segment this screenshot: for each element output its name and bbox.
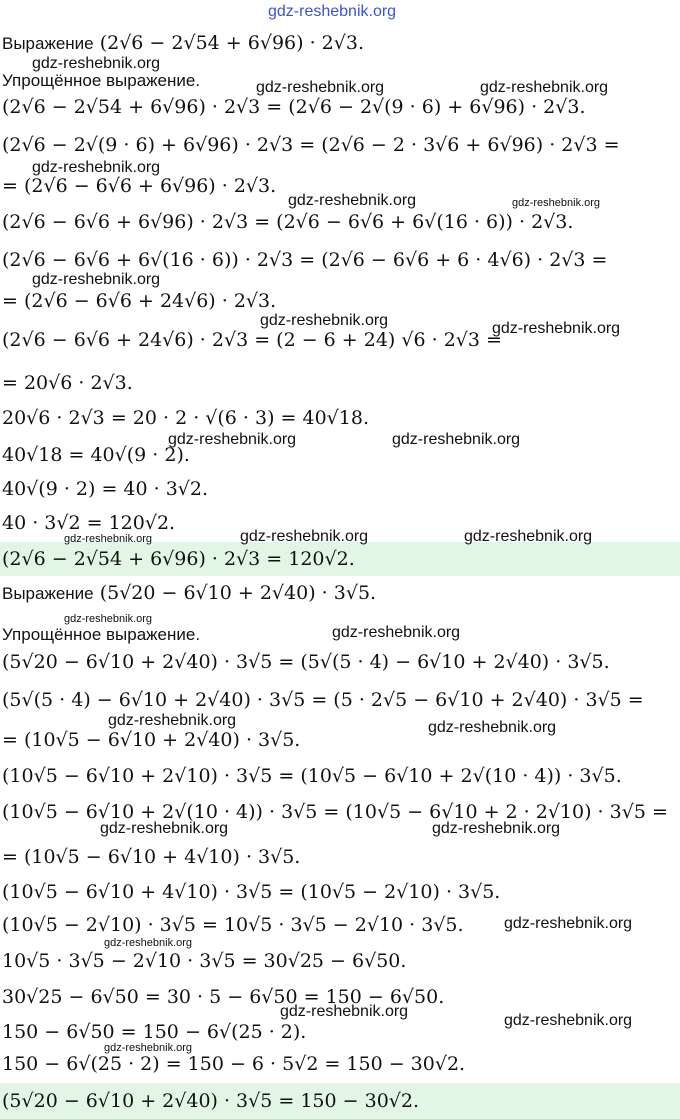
watermark: gdz-reshebnik.org (432, 820, 561, 837)
p2-step: (5√20 − 6√10 + 2√40) · 3√5 = (5√(5 · 4) − 6√10 + 2√40) · 3√5. (2, 651, 610, 673)
watermark: gdz-reshebnik.org (32, 159, 161, 176)
p1-step: = 20√6 · 2√3. (2, 372, 133, 394)
p2-step: = (10√5 − 6√10 + 2√40) · 3√5. (2, 729, 301, 751)
p2-step: = (10√5 − 6√10 + 4√10) · 3√5. (2, 846, 301, 868)
watermark: gdz-reshebnik.org (104, 937, 193, 949)
watermark: gdz-reshebnik.org (492, 320, 621, 337)
problem2-statement (0, 578, 680, 609)
watermark: gdz-reshebnik.org (260, 312, 389, 329)
watermark: gdz-reshebnik.org (512, 197, 601, 209)
watermark: gdz-reshebnik.org (108, 712, 237, 729)
watermark: gdz-reshebnik.org (332, 624, 461, 641)
p1-step: (2√6 − 2√54 + 6√96) · 2√3 = (2√6 − 2√(9 · 6) + 6√96) · 2√3. (2, 96, 586, 118)
watermark: gdz-reshebnik.org (504, 915, 633, 932)
p2-step: (5√(5 · 4) − 6√10 + 2√40) · 3√5 = (5 · 2√5 − 6√10 + 2√40) · 3√5 = (2, 689, 644, 711)
watermark: gdz-reshebnik.org (480, 79, 609, 96)
p1-step: (2√6 − 6√6 + 6√(16 · 6)) · 2√3 = (2√6 − 6√6 + 6 · 4√6) · 2√3 = (2, 249, 608, 271)
watermark: gdz-reshebnik.org (464, 528, 593, 545)
problem2-answer: (5√20 − 6√10 + 2√40) · 3√5 = 150 − 30√2. (0, 1083, 680, 1119)
watermark: gdz-reshebnik.org (64, 613, 153, 625)
p2-step: (10√5 − 6√10 + 2√(10 · 4)) · 3√5 = (10√5 − 6√10 + 2 · 2√10) · 3√5 = (2, 801, 668, 823)
problem2-expression: (5√20 − 6√10 + 2√40) · 3√5. (99, 582, 377, 604)
p1-step: (2√6 − 2√(9 · 6) + 6√96) · 2√3 = (2√6 − 2 · 3√6 + 6√96) · 2√3 = (2, 134, 620, 156)
p2-step: 30√25 − 6√50 = 30 · 5 − 6√50 = 150 − 6√50. (2, 986, 445, 1008)
p1-step: (2√6 − 6√6 + 24√6) · 2√3 = (2 − 6 + 24) √6 · 2√3 = (2, 329, 502, 351)
problem2-simplified-label: Упрощённое выражение. (2, 625, 201, 644)
watermark: gdz-reshebnik.org (288, 192, 417, 209)
problem1-simplified-label: Упрощённое выражение. (2, 71, 201, 90)
p2-step: (10√5 − 6√10 + 2√10) · 3√5 = (10√5 − 6√10 + 2√(10 · 4)) · 3√5. (2, 765, 622, 787)
p1-step: = (2√6 − 6√6 + 24√6) · 2√3. (2, 290, 277, 312)
watermark: gdz-reshebnik.org (168, 431, 297, 448)
watermark-top: gdz-reshebnik.org (268, 3, 397, 20)
watermark: gdz-reshebnik.org (104, 1042, 193, 1054)
problem1-prefix: Выражение (2, 34, 94, 53)
watermark: gdz-reshebnik.org (428, 719, 557, 736)
watermark: gdz-reshebnik.org (64, 533, 153, 545)
p1-step: 20√6 · 2√3 = 20 · 2 · √(6 · 3) = 40√18. (2, 407, 370, 429)
watermark: gdz-reshebnik.org (32, 271, 161, 288)
watermark: gdz-reshebnik.org (240, 528, 369, 545)
p2-step: (10√5 − 2√10) · 3√5 = 10√5 · 3√5 − 2√10 · 3√5. (2, 914, 464, 936)
watermark: gdz-reshebnik.org (280, 1003, 409, 1020)
watermark: gdz-reshebnik.org (100, 820, 229, 837)
watermark: gdz-reshebnik.org (32, 55, 161, 72)
p1-step: = (2√6 − 6√6 + 6√96) · 2√3. (2, 175, 277, 197)
watermark: gdz-reshebnik.org (256, 79, 385, 96)
p1-step: 40 · 3√2 = 120√2. (2, 512, 176, 534)
watermark: gdz-reshebnik.org (392, 431, 521, 448)
p1-step: (2√6 − 6√6 + 6√96) · 2√3 = (2√6 − 6√6 + 6√(16 · 6)) · 2√3. (2, 211, 574, 233)
p2-step: (10√5 − 6√10 + 4√10) · 3√5 = (10√5 − 2√10) · 3√5. (2, 881, 501, 903)
p2-step: 150 − 6√(25 · 2) = 150 − 6 · 5√2 = 150 − 30√2. (2, 1053, 466, 1075)
p1-step: 40√(9 · 2) = 40 · 3√2. (2, 478, 209, 500)
p2-step: 150 − 6√50 = 150 − 6√(25 · 2). (2, 1021, 307, 1043)
watermark: gdz-reshebnik.org (504, 1012, 633, 1029)
p1-step: 40√18 = 40√(9 · 2). (2, 444, 190, 466)
problem1-expression: (2√6 − 2√54 + 6√96) · 2√3. (99, 32, 364, 54)
problem2-prefix: Выражение (2, 584, 94, 603)
problem1-answer: (2√6 − 2√54 + 6√96) · 2√3 = 120√2. (0, 542, 680, 576)
p2-step: 10√5 · 3√5 − 2√10 · 3√5 = 30√25 − 6√50. (2, 950, 407, 972)
